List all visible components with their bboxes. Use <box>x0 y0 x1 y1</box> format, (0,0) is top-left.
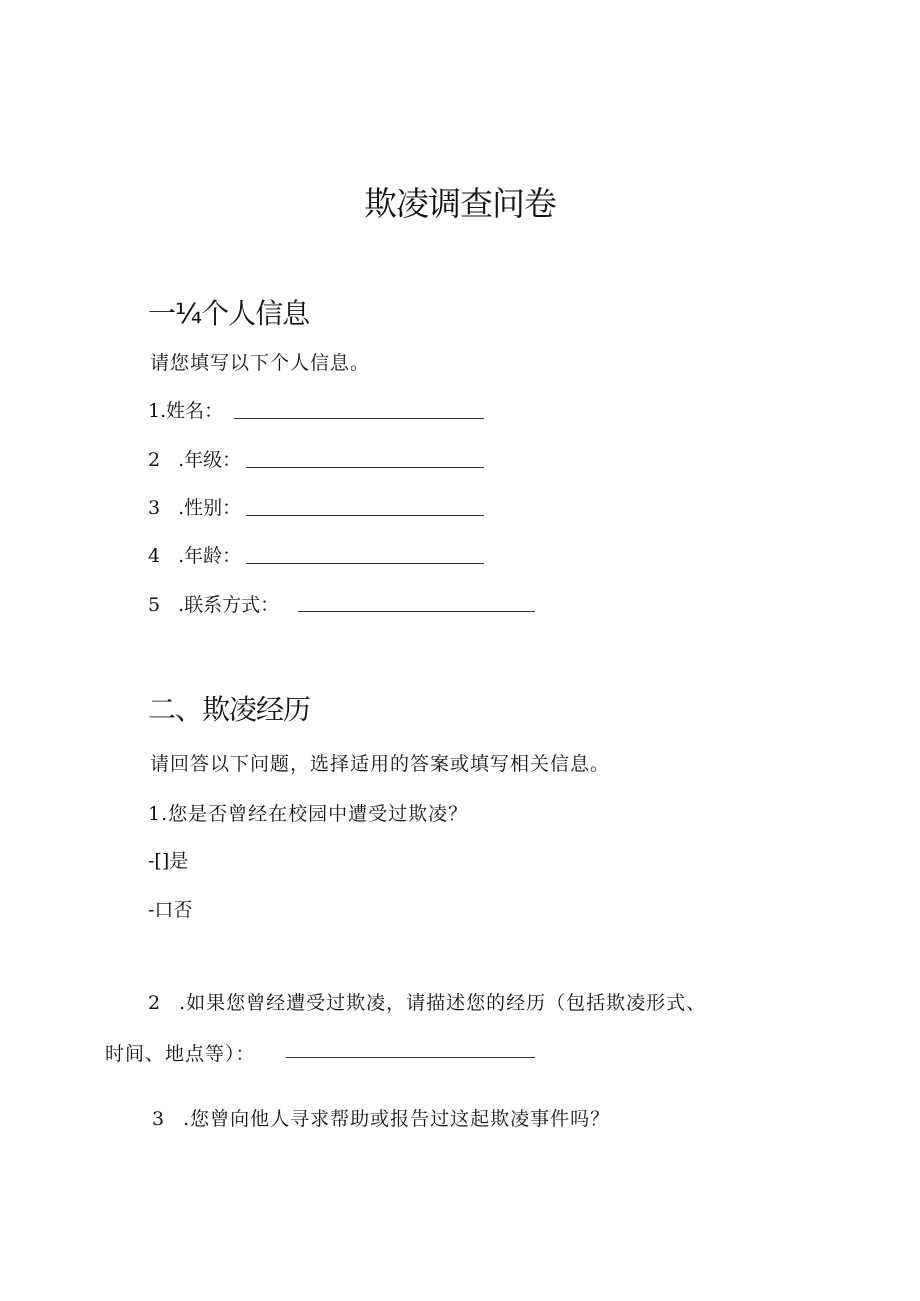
question-2-line-1 <box>148 988 706 1015</box>
question-number: 3 <box>152 1108 166 1130</box>
field-label-text: .性别： <box>178 497 242 519</box>
question-text: .您曾向他人寻求帮助或报告过这起欺凌事件吗？ <box>183 1108 611 1130</box>
q1-option-yes[interactable]: -[]是 <box>148 850 189 872</box>
field-number: 4 <box>148 545 161 567</box>
field-age-label <box>148 541 241 568</box>
gender-blank-line[interactable] <box>246 515 484 516</box>
question-2-line-2: 时间、地点等）： <box>105 1043 256 1065</box>
age-blank-line[interactable] <box>246 563 484 564</box>
question-1: 1.您是否曾经在校园中遭受过欺凌？ <box>148 803 469 825</box>
page-title: 欺凌调查问卷 <box>364 184 556 223</box>
section-2-intro: 请回答以下问题，选择适用的答案或填写相关信息。 <box>150 753 611 775</box>
question-number: 2 <box>148 992 162 1014</box>
field-label-text: .年级： <box>178 449 242 471</box>
field-number: 2 <box>148 449 161 471</box>
field-name-label <box>148 396 223 423</box>
q1-option-no[interactable]: -口否 <box>148 899 193 921</box>
question-text: .如果您曾经遭受过欺凌，请描述您的经历（包括欺凌形式、 <box>179 992 707 1014</box>
grade-blank-line[interactable] <box>246 467 484 468</box>
field-number: 3 <box>148 497 161 519</box>
field-number: 5 <box>148 594 161 616</box>
field-label-text: 姓名： <box>166 400 224 422</box>
experience-blank-line[interactable] <box>286 1057 535 1058</box>
name-blank-line[interactable] <box>234 418 484 419</box>
field-number: 1. <box>148 400 167 422</box>
field-label-text: .年龄： <box>178 545 242 567</box>
section-1-heading: 一¼个人信息 <box>148 297 310 330</box>
question-3 <box>152 1104 610 1131</box>
field-grade-label <box>148 445 241 472</box>
contact-blank-line[interactable] <box>298 611 535 612</box>
field-gender-label <box>148 493 241 520</box>
section-2-heading: 二、欺凌经历 <box>148 693 311 726</box>
section-1-intro: 请您填写以下个人信息。 <box>150 352 371 374</box>
field-label-text: .联系方式： <box>178 594 280 616</box>
field-contact-label <box>148 590 279 617</box>
